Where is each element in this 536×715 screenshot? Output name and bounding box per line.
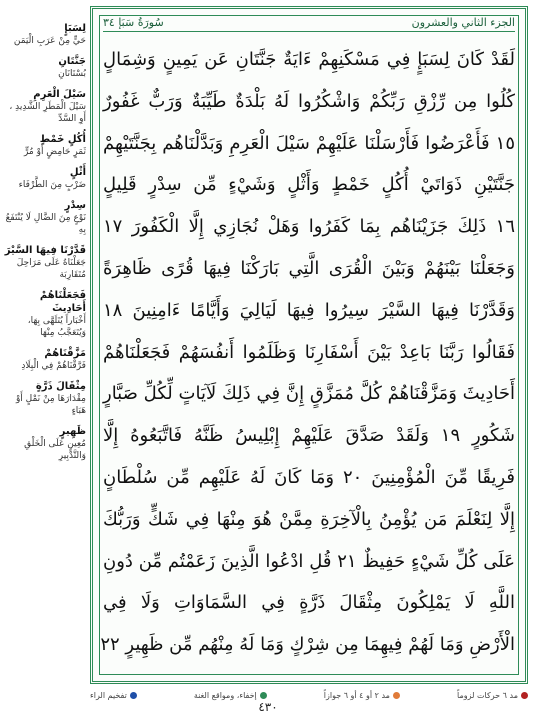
glossary-definition: جَعَلْنَاهُ عَلَى مَرَاحِلَ مُتَقَارِبَة	[16, 258, 86, 280]
glossary-term: لِسَبَإٍ	[64, 23, 86, 34]
verse-line: كُلُوا مِن رِّزْقِ رَبِّكُمْ وَاشْكُرُوا لَهُ بَلْدَةٌ طَيِّبَةٌ وَرَبٌّ غَفُورٌ	[103, 90, 515, 112]
juz-title: الجزء الثاني والعشرون	[411, 15, 515, 29]
glossary-entry	[4, 425, 86, 462]
glossary-definition: أَخْبَاراً يُتَلَهَّى بِهَا، وَيُتَعَجَّبُ مِنْهَا	[27, 316, 86, 338]
quran-text	[100, 39, 515, 673]
verse-line: شَكُورٍ ١٩ وَلَقَدْ صَدَّقَ عَلَيْهِمْ إِبْلِيسُ ظَنَّهُ فَاتَّبَعُوهُ إِلَّا	[103, 425, 515, 447]
verse-line: ١٦ ذَلِكَ جَزَيْنَاهُم بِمَا كَفَرُوا وَهَلْ نُجَازِي إِلَّا الْكَفُورَ ١٧	[103, 216, 515, 238]
verse-line: الْأَرْضِ وَمَا لَهُمْ فِيهِمَا مِن شِرْكٍ وَمَا لَهُ مِنْهُم مِّن ظَهِيرٍ ٢٢	[100, 634, 515, 656]
page-number: ٤٣٠	[258, 700, 278, 714]
verse-line: فَقَالُوا رَبَّنَا بَاعِدْ بَيْنَ أَسْفَارِنَا وَظَلَمُوا أَنفُسَهُمْ فَجَعَلْنَاهُمْ	[103, 341, 515, 363]
glossary-entry	[4, 289, 86, 339]
page-frame	[90, 6, 528, 684]
legend-color-dot	[393, 692, 400, 699]
glossary-definition: نَوْعٍ مِنَ الضَّالِ لَا يُنْتَفَعُ بِهِ	[5, 213, 86, 235]
verse-line: ١٥ فَأَعْرَضُوا فَأَرْسَلْنَا عَلَيْهِمْ سَيْلَ الْعَرِمِ وَبَدَّلْنَاهُم بِجَنَّتَيْهِمْ	[103, 132, 515, 154]
verse-line: جَنَّتَيْنِ ذَوَاتَيْ أُكُلٍ خَمْطٍ وَأَثْلٍ وَشَيْءٍ مِّن سِدْرٍ قَلِيلٍ	[103, 174, 515, 196]
glossary-entry	[4, 380, 86, 417]
page-header	[103, 13, 515, 32]
verse-line: وَقَدَّرْنَا فِيهَا السَّيْرَ سِيرُوا فِيهَا لَيَالِيَ وَأَيَّامًا ءَامِنِينَ ١٨	[103, 299, 515, 321]
glossary-term: مِثْقَالَ ذَرَّةٍ	[35, 381, 86, 392]
legend-label: تفخيم الراء	[90, 690, 127, 700]
glossary-term: سِدْرٍ	[64, 200, 86, 211]
glossary-term: فَجَعَلْنَاهُمْ أَحَادِيثَ	[39, 290, 86, 314]
glossary-definition: مُعِينٍ عَلَى الْخَلْقِ وَالتَّدْبِيرِ	[24, 439, 86, 461]
glossary-term: أَثْلٍ	[69, 167, 86, 178]
glossary-entry	[4, 166, 86, 191]
glossary-term: جَنَّتَانِ	[58, 56, 86, 67]
glossary-term: سَيْلَ الْعَرِمِ	[33, 89, 86, 100]
verse-line: اللَّهِ لَا يَمْلِكُونَ مِثْقَالَ ذَرَّةٍ فِي السَّمَاوَاتِ وَلَا فِي	[103, 592, 515, 614]
glossary-entry	[4, 133, 86, 158]
glossary-definition: سَيْلَ الْمَطَرِ الشَّدِيدِ ، أَوِ السَّدِّ	[9, 102, 86, 124]
glossary-definition: حَيٍّ مِنْ عَرَبِ الْيَمَن	[13, 36, 86, 46]
glossary-entry	[4, 55, 86, 80]
glossary-definition: فَرَّقْنَاهُمْ فِي الْبِلَادِ	[21, 361, 86, 371]
glossary-definition: مِقْدَارَهَا مِنْ نَمْلٍ أَوْ هَبَاءٍ	[15, 394, 86, 416]
glossary-term: قَدَّرْنَا فِيهَا السَّيْرَ	[4, 245, 86, 256]
verse-line: لَقَدْ كَانَ لِسَبَإٍ فِي مَسْكَنِهِمْ ءَايَةٌ جَنَّتَانِ عَن يَمِينٍ وَشِمَالٍ	[103, 49, 515, 70]
glossary-definition: ثَمَرٍ حَامِضٍ أَوْ مُرٍّ	[23, 147, 86, 157]
glossary-entry	[4, 199, 86, 236]
verse-line: وَجَعَلْنَا بَيْنَهُمْ وَبَيْنَ الْقُرَى الَّتِي بَارَكْنَا فِيهَا قُرًى ظَاهِرَةً	[103, 257, 515, 279]
glossary-entry	[4, 22, 86, 47]
legend-color-dot	[521, 692, 528, 699]
surah-title: سُورَةُ سَبَإ ٣٤	[103, 15, 164, 29]
verse-line: أَحَادِيثَ وَمَزَّقْنَاهُمْ كُلَّ مُمَزَّقٍ إِنَّ فِي ذَلِكَ لَآيَاتٍ لِّكُلِّ صَبَّارٍ	[103, 383, 515, 405]
glossary-sidebar	[4, 22, 86, 692]
legend-color-dot	[130, 692, 137, 699]
verse-line: إِلَّا لِنَعْلَمَ مَن يُؤْمِنُ بِالْآخِرَةِ مِمَّنْ هُوَ مِنْهَا فِي شَكٍّ وَرَبُّكَ	[103, 508, 515, 530]
glossary-entry	[4, 88, 86, 125]
legend-label: مد ٢ أو ٤ أو ٦ جوازاً	[323, 690, 390, 700]
glossary-entry	[4, 244, 86, 281]
glossary-definition: بُسْتَانَانِ	[58, 69, 86, 79]
verse-line: عَلَى كُلِّ شَيْءٍ حَفِيظٌ ٢١ قُلِ ادْعُوا الَّذِينَ زَعَمْتُم مِّن دُونِ	[103, 550, 515, 572]
legend-label: مد ٦ حركات لزوماً	[457, 690, 518, 700]
legend-label: إخفاء، ومواقع الغنة	[193, 690, 257, 700]
glossary-definition: ضَرْبٍ مِنَ الطَّرْفَاء	[18, 180, 86, 190]
verse-line: فَرِيقًا مِّنَ الْمُؤْمِنِينَ ٢٠ وَمَا كَانَ لَهُ عَلَيْهِم مِّن سُلْطَانٍ	[103, 466, 515, 488]
glossary-entry	[4, 347, 86, 372]
legend-color-dot	[260, 692, 267, 699]
glossary-term: أُكُلٍ خَمْطٍ	[39, 134, 86, 145]
glossary-term: ظَهِيرٍ	[59, 426, 86, 437]
glossary-term: مَزَّقْنَاهُمْ	[44, 348, 86, 359]
